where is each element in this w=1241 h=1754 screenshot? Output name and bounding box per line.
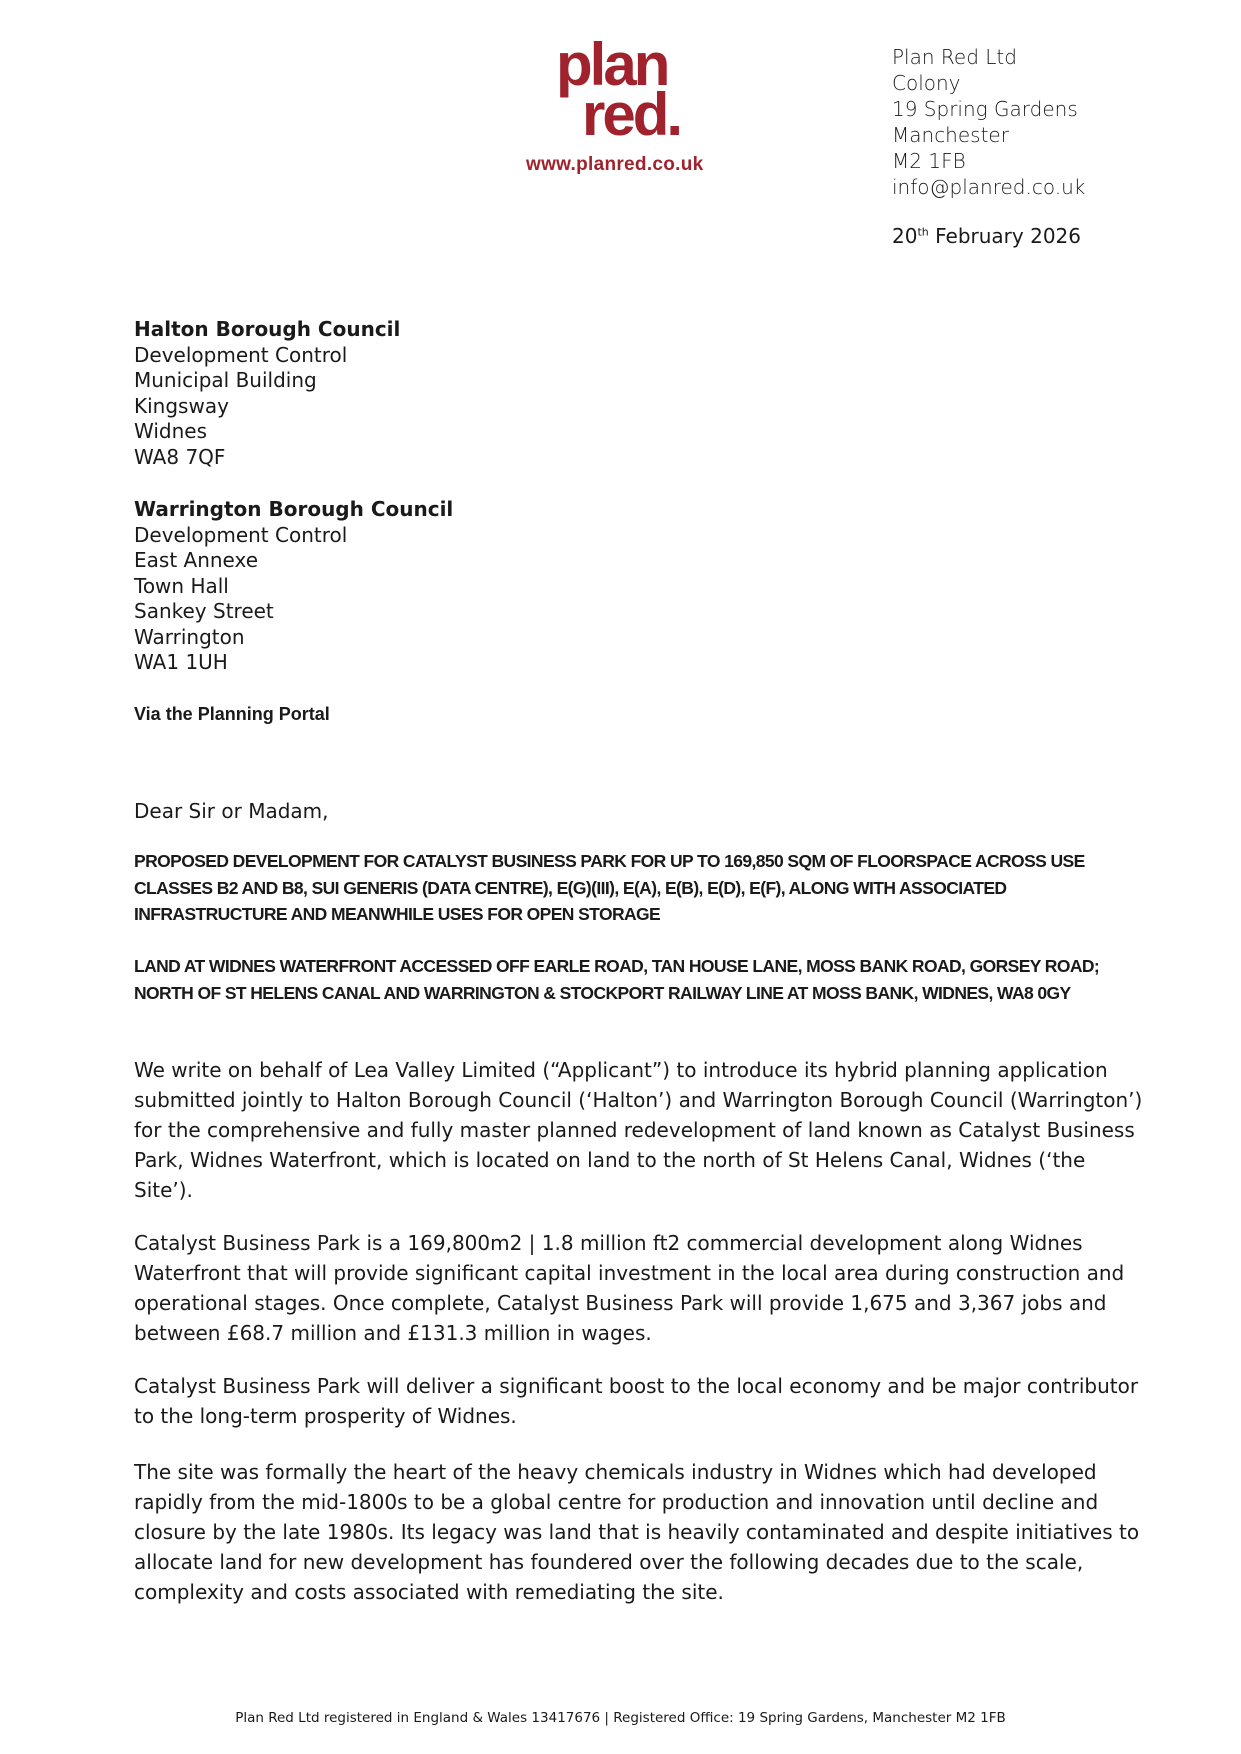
- recipient-line: Town Hall: [134, 573, 229, 598]
- recipient-name: Halton Borough Council: [134, 317, 401, 341]
- recipient-line: Widnes: [134, 419, 207, 443]
- sender-line: Plan Red Ltd: [892, 45, 1017, 69]
- recipient-line: Sankey Street: [134, 599, 274, 623]
- recipient-line: WA1 1UH: [134, 650, 228, 674]
- date-rest: February 2026: [928, 224, 1081, 248]
- sender-line: Manchester: [892, 123, 1009, 147]
- recipient-line: Municipal Building: [134, 368, 317, 392]
- page-footer: Plan Red Ltd registered in England & Wales 13417676 | Registered Office: 19 Spring Gardens, Manchester M2 1FB: [235, 1710, 1006, 1726]
- body-paragraph: Catalyst Business Park is a 169,800m2 | 1.8 million ft2 commercial development along Widnes Waterfront that will provide significant capital investment in the local area during construction and operational stages. Once complete, Catalyst Business Park will provide 1,675 and 3,367 jobs and between £68.7 million and £131.3 million in wages.: [134, 1231, 1125, 1345]
- sender-email: info@planred.co.uk: [892, 175, 1086, 199]
- sender-line: M2 1FB: [892, 149, 966, 173]
- sender-line: Colony: [892, 71, 961, 95]
- body-paragraph: We write on behalf of Lea Valley Limited (“Applicant”) to introduce its hybrid planning application submitted jointly to Halton Borough Council (‘Halton’) and Warrington Borough Council (Warrington’) for the comprehensive and fully master planned redevelopment of land known as Catalyst Business Park, Widnes Waterfront, which is located on land to the north of St Helens Canal, Widnes (‘the Site’).: [134, 1058, 1143, 1202]
- logo-word-red: red.: [582, 81, 681, 148]
- plan-red-logo: [526, 31, 728, 176]
- website-link[interactable]: www.planred.co.uk: [526, 154, 704, 175]
- salutation: Dear Sir or Madam,: [134, 799, 329, 823]
- delivery-method: Via the Planning Portal: [134, 704, 330, 724]
- recipient-name: Warrington Borough Council: [134, 497, 454, 521]
- recipient-line: Development Control: [134, 522, 348, 547]
- recipient-line: WA8 7QF: [134, 444, 226, 469]
- site-heading: LAND AT WIDNES WATERFRONT ACCESSED OFF EARLE ROAD, TAN HOUSE LANE, MOSS BANK ROAD, GORSEY ROAD; NORTH OF ST HELENS CANAL AND WARRINGTON & STOCKPORT RAILWAY LINE AT MOSS BANK, WIDNES, WA8 0GY: [134, 956, 1100, 1003]
- logo-word-plan: plan: [556, 31, 668, 98]
- recipient-line: Kingsway: [134, 393, 229, 418]
- recipient-line: East Annexe: [134, 548, 259, 572]
- sender-address: [892, 44, 1085, 200]
- body-paragraph: The site was formally the heart of the heavy chemicals industry in Widnes which had developed rapidly from the mid-1800s to be a global centre for production and innovation until decline and closure by the late 1980s. Its legacy was land that is heavily contaminated and despite initiatives to allocate land for new development has foundered over the following decades due to the scale, complexity and costs associated with remediating the site.: [134, 1460, 1140, 1604]
- date-suffix: th: [917, 225, 929, 239]
- recipient-halton: [134, 317, 400, 470]
- sender-line: 19 Spring Gardens: [892, 97, 1078, 121]
- recipient-line: Development Control: [134, 342, 348, 367]
- recipient-warrington: [134, 497, 453, 676]
- recipient-line: Warrington: [134, 624, 245, 649]
- body-paragraph: Catalyst Business Park will deliver a significant boost to the local economy and be major contributor to the long-term prosperity of Widnes.: [134, 1374, 1139, 1428]
- proposal-heading: PROPOSED DEVELOPMENT FOR CATALYST BUSINESS PARK FOR UP TO 169,850 SQM OF FLOORSPACE ACROSS USE CLASSES B2 AND B8, SUI GENERIS (DATA CENTRE), E(G)(III), E(A), E(B), E(D), E(F), ALONG WITH ASSOCIATED INFRASTRUCTURE AND MEANWHILE USES FOR OPEN STORAGE: [134, 851, 1085, 924]
- letter-date: [892, 224, 1081, 248]
- date-day: 20: [892, 224, 918, 248]
